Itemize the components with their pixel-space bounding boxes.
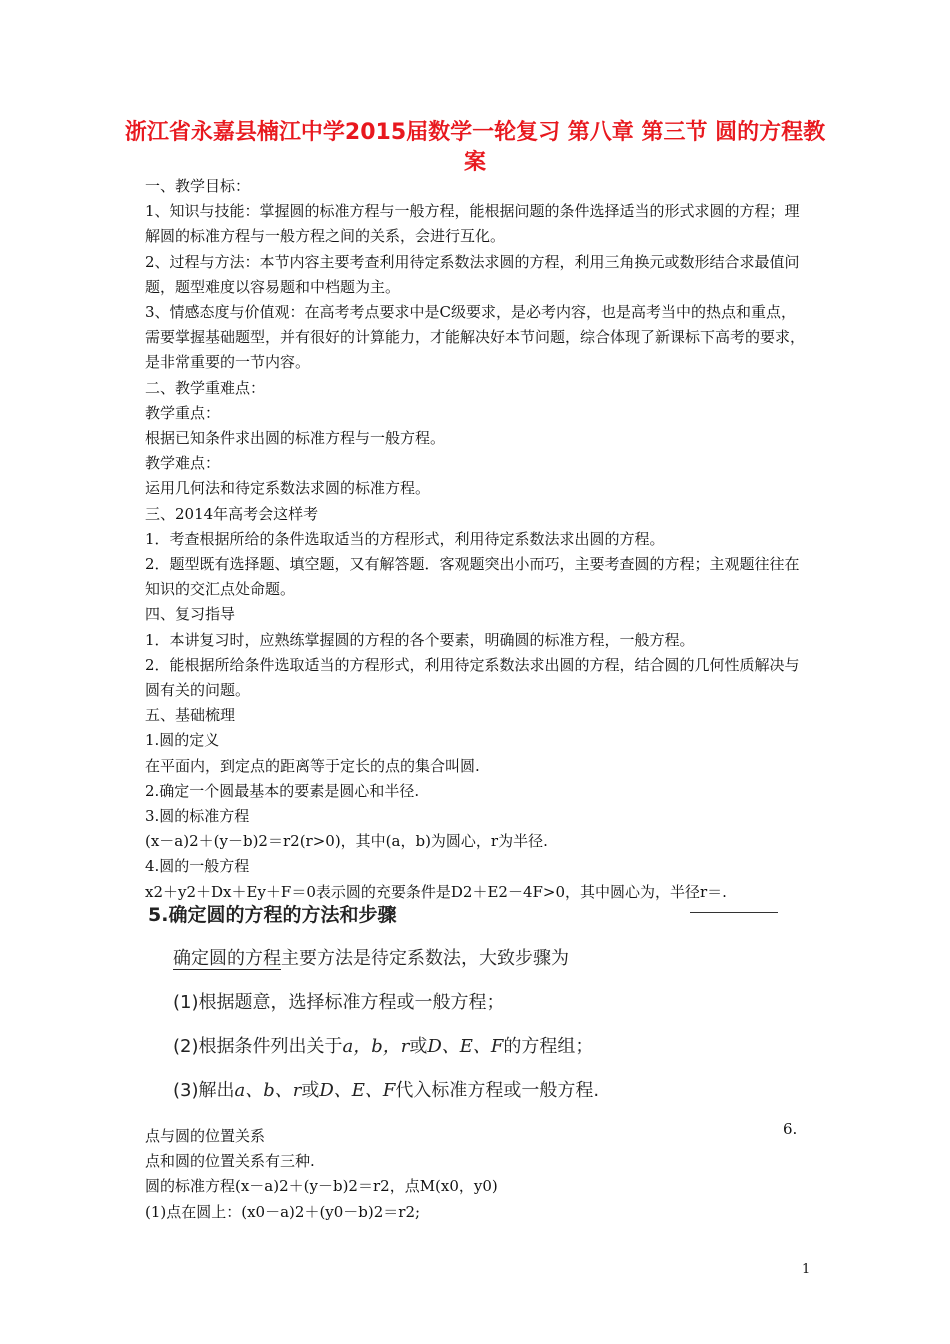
- paragraph: 运用几何法和待定系数法求圆的标准方程。: [145, 479, 431, 498]
- paragraph: 2．题型既有选择题、填空题，又有解答题．客观题突出小而巧，主要考查圆的方程；主观题往往在知识的交汇点处命题。: [145, 555, 800, 599]
- paragraph: (1)点在圆上：(x0－a)2＋(y0－b)2＝r2;: [145, 1202, 421, 1221]
- step2-text-b: 或: [409, 1036, 428, 1057]
- figure-step-2: [173, 1032, 593, 1058]
- figure-intro-rest: 主要方法是待定系数法，大致步骤为: [281, 948, 569, 969]
- paragraph: 二、教学重难点：: [145, 378, 266, 397]
- paragraph: 根据已知条件求出圆的标准方程与一般方程。: [145, 429, 446, 448]
- step3-vars: a、b、r: [234, 1080, 302, 1101]
- section-6-number: 6.: [783, 1120, 798, 1138]
- embedded-figure-steps: [145, 898, 805, 1113]
- step3-text-a: (3)解出: [173, 1080, 235, 1101]
- paragraph: 五、基础梳理: [145, 706, 236, 725]
- paragraph: 圆的标准方程(x－a)2＋(y－b)2＝r2，点M(x0，y0): [145, 1177, 498, 1196]
- paragraph: 三、2014年高考会这样考: [145, 504, 319, 523]
- figure-heading: 5.确定圆的方程的方法和步骤: [148, 904, 397, 926]
- paragraph: (x－a)2＋(y－b)2＝r2(r>0)，其中(a，b)为圆心，r为半径.: [145, 832, 548, 851]
- step3-text-b: 或: [301, 1080, 320, 1101]
- body-text: [145, 174, 810, 905]
- page-title: 浙江省永嘉县楠江中学2015届数学一轮复习 第八章 第三节 圆的方程教案: [124, 120, 826, 175]
- figure-intro: [173, 944, 569, 970]
- paragraph: 点与圆的位置关系: [145, 1127, 266, 1145]
- paragraph: 1．本讲复习时，应熟练掌握圆的方程的各个要素，明确圆的标准方程，一般方程。: [145, 630, 695, 649]
- paragraph: 点和圆的位置关系有三种.: [145, 1152, 315, 1171]
- paragraph: 1、知识与技能：掌握圆的标准方程与一般方程，能根据问题的条件选择适当的形式求圆的方程；理解圆的标准方程与一般方程之间的关系，会进行互化。: [145, 202, 800, 246]
- figure-intro-underlined: 确定圆的方程: [173, 948, 281, 969]
- step2-text-a: (2)根据条件列出关于: [173, 1036, 343, 1057]
- body-text-continued: [145, 1124, 810, 1225]
- paragraph: 2、过程与方法：本节内容主要考查利用待定系数法求圆的方程，利用三角换元或数形结合求最值问题，题型难度以容易题和中档题为主。: [145, 252, 800, 296]
- step2-text-c: 的方程组；: [503, 1036, 594, 1057]
- paragraph: 1.圆的定义: [145, 731, 220, 750]
- figure-step-3: [173, 1076, 599, 1102]
- figure-rule: [690, 912, 778, 913]
- paragraph: 在平面内，到定点的距离等于定长的点的集合叫圆.: [145, 756, 480, 775]
- paragraph: 教学重点：: [145, 403, 221, 422]
- paragraph: 教学难点：: [145, 454, 221, 473]
- paragraph: 4.圆的一般方程: [145, 857, 250, 876]
- step3-text-c: 代入标准方程或一般方程.: [395, 1080, 600, 1101]
- paragraph: 1．考查根据所给的条件选取适当的方程形式，利用待定系数法求出圆的方程。: [145, 529, 665, 548]
- paragraph: 3.圆的标准方程: [145, 807, 250, 826]
- figure-step-1: (1)根据题意，选择标准方程或一般方程；: [173, 992, 505, 1013]
- paragraph: 一、教学目标：: [145, 177, 251, 195]
- step2-vars2: D、E、F: [427, 1036, 504, 1057]
- paragraph: 2.确定一个圆最基本的要素是圆心和半径.: [145, 781, 420, 800]
- paragraph: x2＋y2＋Dx＋Ey＋F＝0表示圆的充要条件是D2＋E2－4F>0，其中圆心为，半径r＝.: [145, 882, 727, 901]
- paragraph: 2．能根据所给条件选取适当的方程形式，利用待定系数法求出圆的方程，结合圆的几何性质解决与圆有关的问题。: [145, 655, 800, 700]
- paragraph: 3、情感态度与价值观：在高考考点要求中是C级要求，是必考内容，也是高考当中的热点和重点，需要掌握基础题型，并有很好的计算能力，才能解决好本节问题，综合体现了新课标下高考的要求，是非常重要的一节内容。: [145, 303, 806, 372]
- paragraph: 四、复习指导: [145, 605, 236, 624]
- step2-vars: a，b，r: [342, 1036, 410, 1057]
- step3-vars2: D、E、F: [319, 1080, 396, 1101]
- page-number: 1: [802, 1262, 811, 1277]
